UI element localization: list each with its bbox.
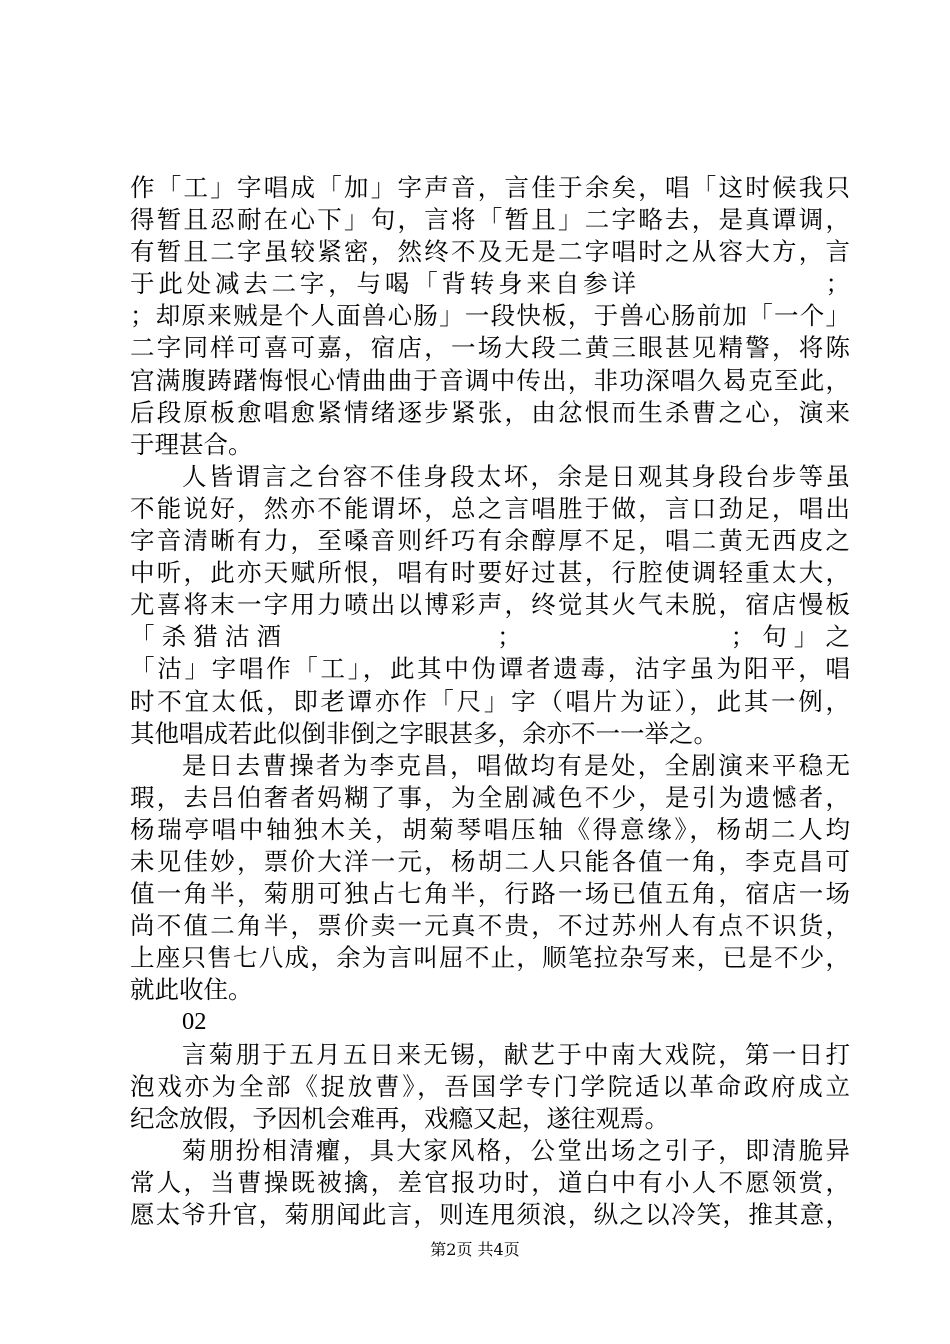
text-line: 言菊朋于五月五日来无锡，献艺于中南大戏院，第一日打 [182,1039,850,1069]
text-line: 其他唱成若此似倒非倒之字眼甚多，余亦不一一举之。 [130,718,718,748]
text-line: 上座只售七八成，余为言叫屈不止，顺笔拉杂写来，已是不少， [130,943,850,973]
text-line: 未见佳妙，票价大洋一元，杨胡二人只能各值一角，李克昌可 [130,846,850,876]
document-body [130,172,850,1231]
text-line: 后段原板愈唱愈紧情绪逐步紧张，由忿恨而生杀曹之心，演来 [130,397,850,427]
text-line: 于理甚合。 [130,429,253,459]
section-number: 02 [182,1008,207,1036]
text-line: 中听，此亦天赋所恨，唱有时要好过甚，行腔使调轻重太大， [130,558,850,588]
text-line: 值一角半，菊朋可独占七角半，行路一场已值五角，宿店一场 [130,879,850,909]
text-line: 二字同样可喜可嘉，宿店，一场大段二黄三眼甚见精警，将陈 [130,333,850,363]
text-line: 人皆谓言之台容不佳身段太坏，余是日观其身段台步等虽 [182,461,850,491]
text-line: 作「工」字唱成「加」字声音，言佳于余矣，唱「这时候我只 [130,173,850,202]
text-line: 杨瑞亭唱中轴独木关，胡菊琴唱压轴《得意缘》，杨胡二人均 [130,814,850,844]
text-line: 菊朋扮相清癯，具大家风格，公堂出场之引子，即清脆异 [182,1135,850,1165]
text-line: 愿太爷升官，菊朋闻此言，则连甩须浪，纵之以冷笑，推其意， [130,1200,850,1229]
text-line: 有暂且二字虽较紧密，然终不及无是二字唱时之从容大方，言 [130,237,850,267]
text-line: 「沽」字唱作「工」，此其中伪谭者遗毒，沽字虽为阳平，唱 [130,654,850,684]
text-line: 常人，当曹操既被擒，差官报功时，道白中有小人不愿领赏， [130,1167,850,1197]
text-line: 纪念放假，予因机会难再，戏瘾又起，遂往观焉。 [130,1103,669,1133]
text-line: 泡戏亦为全部《捉放曹》，吾国学专门学院适以革命政府成立 [130,1071,850,1101]
text-line: 尤喜将末一字用力喷出以博彩声，终觉其火气未脱，宿店慢板 [130,590,850,620]
page-footer: 第2页 共4页 [430,1240,520,1259]
text-line: 尚不值二角半，票价卖一元真不贵，不过苏州人有点不识货， [130,911,850,941]
text-line: 于此处减去二字，与喝「背转身来自参详 ； [130,269,850,299]
text-line: 是日去曹操者为李克昌，唱做均有是处，全剧演来平稳无 [182,750,850,780]
text-line: 得暂且忍耐在心下」句，言将「暂且」二字略去，是真谭调， [130,205,850,235]
text-line: 就此收住。 [130,975,253,1005]
text-line: 时不宜太低，即老谭亦作「尺」字（唱片为证），此其一例， [130,686,850,716]
text-line: ；却原来贼是个人面兽心肠」一段快板，于兽心肠前加「一个」 [130,301,850,331]
text-line: 瑕，去吕伯奢者妈糊了事，为全剧减色不少，是引为遗憾者， [130,782,850,812]
text-line: 字音清晰有力，至嗓音则纤巧有余醇厚不足，唱二黄无西皮之 [130,526,850,556]
text-line: 「杀猎沽酒 ； ；句」之 [130,622,850,652]
text-line: 宫满腹踌躇悔恨心情曲曲于音调中传出，非功深唱久曷克至此， [130,365,850,395]
text-line: 不能说好，然亦不能谓坏，总之言唱胜于做，言口劲足，唱出 [130,493,850,523]
